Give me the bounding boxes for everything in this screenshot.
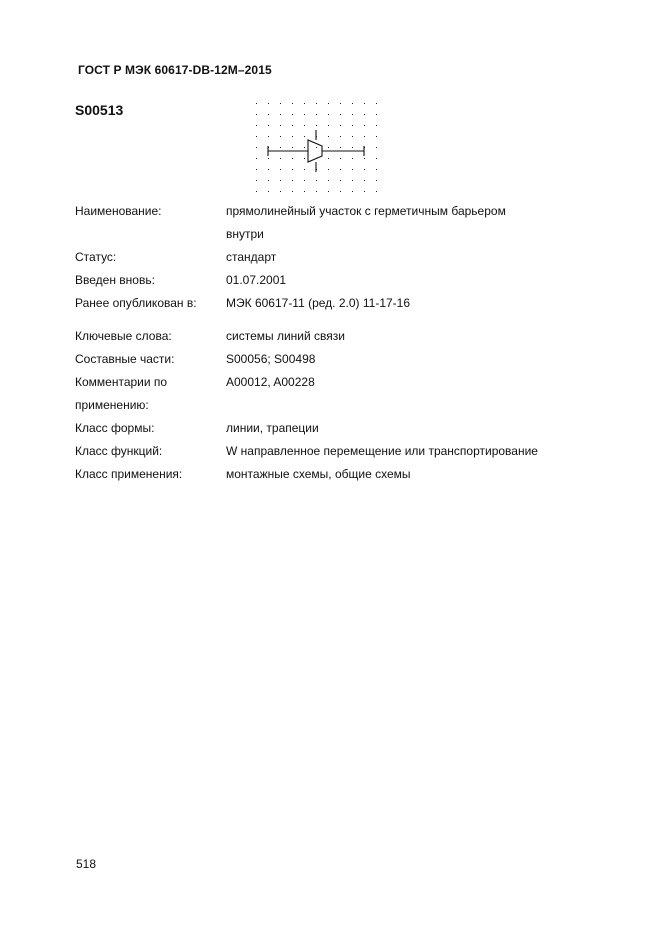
grid-dot: [328, 180, 329, 181]
grid-dot: [316, 147, 317, 148]
grid-dot: [280, 114, 281, 115]
field-label: Ранее опубликован в:: [75, 296, 197, 310]
grid-dot: [364, 191, 365, 192]
grid-dot: [292, 114, 293, 115]
grid-dot: [316, 114, 317, 115]
field-value: W направленное перемещение или транспортирование: [226, 444, 538, 458]
grid-dot: [268, 169, 269, 170]
field-label: Составные части:: [75, 352, 175, 366]
grid-dot: [292, 147, 293, 148]
grid-dot: [256, 136, 257, 137]
grid-dot: [328, 191, 329, 192]
grid-dot: [304, 136, 305, 137]
grid-dot: [340, 180, 341, 181]
field-value: МЭК 60617-11 (ред. 2.0) 11-17-16: [226, 296, 411, 310]
field-value: A00012, A00228: [226, 375, 315, 389]
grid-dot: [280, 169, 281, 170]
grid-dot: [292, 169, 293, 170]
grid-dot: [364, 169, 365, 170]
grid-dot: [364, 158, 365, 159]
grid-dot: [292, 125, 293, 126]
grid-dot: [376, 158, 377, 159]
grid-dot: [376, 191, 377, 192]
grid-dot: [328, 103, 329, 104]
grid-dot: [256, 103, 257, 104]
grid-dot: [268, 180, 269, 181]
field-label: Введен вновь:: [75, 273, 155, 287]
symbol-drawing: [250, 98, 382, 198]
field-label: Класс применения:: [75, 467, 183, 481]
grid-dot: [352, 191, 353, 192]
grid-dot: [328, 136, 329, 137]
barrier-trapezoid: [308, 140, 322, 162]
grid-dot: [280, 136, 281, 137]
grid-dot: [352, 180, 353, 181]
grid-dot: [376, 147, 377, 148]
grid-dot: [256, 147, 257, 148]
document-header: ГОСТ Р МЭК 60617-DB-12M–2015: [78, 63, 272, 77]
field-value: стандарт: [226, 250, 277, 264]
field-label: Класс формы:: [75, 421, 155, 435]
grid-dot: [340, 191, 341, 192]
grid-dot: [376, 103, 377, 104]
grid-dot: [256, 169, 257, 170]
grid-dot: [352, 114, 353, 115]
field-value: S00056; S00498: [226, 352, 316, 366]
grid-dot: [376, 114, 377, 115]
grid-dot: [352, 147, 353, 148]
grid-dot: [340, 147, 341, 148]
grid-dot: [304, 114, 305, 115]
grid-dot: [268, 125, 269, 126]
grid-dot: [316, 125, 317, 126]
grid-dot: [340, 125, 341, 126]
grid-dot: [256, 158, 257, 159]
grid-dot: [340, 136, 341, 137]
grid-dot: [352, 125, 353, 126]
grid-dot: [268, 191, 269, 192]
grid-dot: [280, 158, 281, 159]
grid-dot: [280, 125, 281, 126]
grid-dot: [256, 191, 257, 192]
grid-dot: [376, 180, 377, 181]
grid-dot: [256, 180, 257, 181]
field-label: Наименование:: [75, 204, 162, 218]
grid-dot: [292, 158, 293, 159]
grid-dot: [256, 114, 257, 115]
grid-dot: [280, 191, 281, 192]
grid-dot: [292, 180, 293, 181]
grid-dot: [256, 125, 257, 126]
field-label: Комментарии по применению:: [75, 375, 168, 412]
field-label: Ключевые слова:: [75, 329, 172, 343]
grid-dot: [304, 125, 305, 126]
field-label: Класс функций:: [75, 444, 163, 458]
grid-dot: [352, 136, 353, 137]
grid-dot: [328, 125, 329, 126]
field-value: прямолинейный участок с герметичным барьером внутри: [226, 204, 506, 241]
grid-dot: [304, 158, 305, 159]
field-value: системы линий связи: [226, 329, 345, 343]
page-number: 518: [76, 857, 97, 871]
grid-dot: [376, 136, 377, 137]
grid-dot: [328, 147, 329, 148]
symbol-code: S00513: [75, 102, 124, 118]
grid-dot: [268, 103, 269, 104]
grid-dot: [292, 191, 293, 192]
grid-dot: [316, 180, 317, 181]
grid-dot: [280, 180, 281, 181]
grid-dot: [340, 158, 341, 159]
grid-dot: [340, 169, 341, 170]
grid-dot: [316, 191, 317, 192]
grid-dot: [340, 114, 341, 115]
field-value: линии, трапеции: [226, 421, 319, 435]
grid-dot: [364, 125, 365, 126]
grid-dot: [352, 158, 353, 159]
grid-dot: [268, 158, 269, 159]
grid-dot: [364, 114, 365, 115]
grid-dot: [268, 136, 269, 137]
grid-dot: [280, 147, 281, 148]
grid-dot: [304, 147, 305, 148]
grid-dot: [328, 169, 329, 170]
grid-dot: [304, 103, 305, 104]
grid-dot: [292, 136, 293, 137]
grid-dot: [364, 136, 365, 137]
field-value: 01.07.2001: [226, 273, 287, 287]
grid-dots: [256, 103, 377, 192]
grid-dot: [304, 169, 305, 170]
field-value: монтажные схемы, общие схемы: [226, 467, 411, 481]
grid-dot: [268, 114, 269, 115]
straight-section-with-barrier-symbol: [268, 130, 364, 172]
grid-dot: [340, 103, 341, 104]
grid-dot: [352, 103, 353, 104]
field-label: Статус:: [75, 250, 117, 264]
grid-dot: [376, 169, 377, 170]
grid-dot: [328, 158, 329, 159]
grid-dot: [364, 180, 365, 181]
grid-dot: [304, 191, 305, 192]
grid-dot: [280, 103, 281, 104]
grid-dot: [292, 103, 293, 104]
grid-dot: [316, 103, 317, 104]
grid-dot: [364, 103, 365, 104]
grid-dot: [352, 169, 353, 170]
grid-dot: [328, 114, 329, 115]
grid-dot: [304, 180, 305, 181]
grid-dot: [376, 125, 377, 126]
